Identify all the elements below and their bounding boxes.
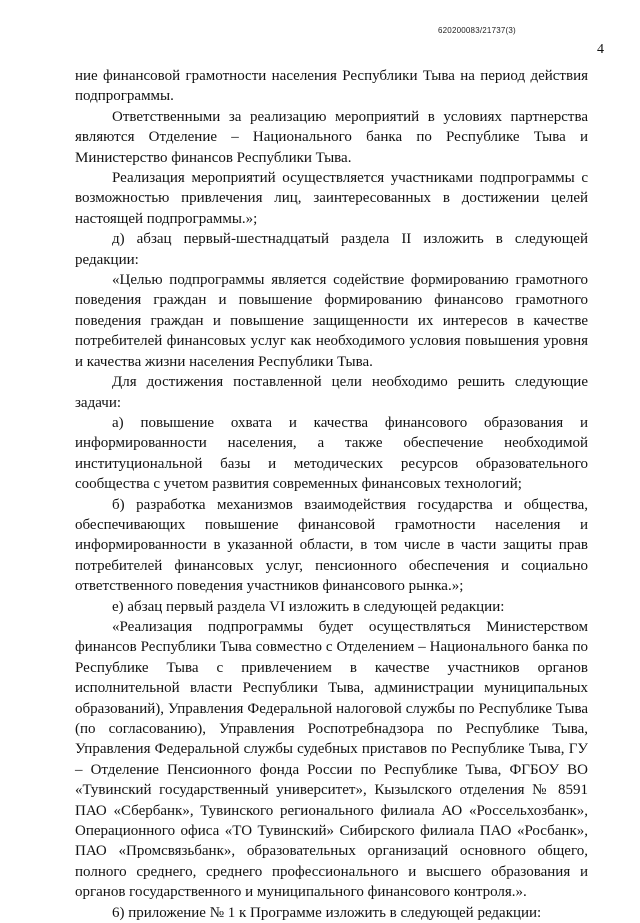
document-body <box>75 66 588 923</box>
paragraph-tasks-intro: Для достижения поставленной цели необходимо решить следующие задачи: <box>75 374 588 411</box>
page-number: 4 <box>597 42 604 57</box>
paragraph-task-a: а) повышение охвата и качества финансового образования и информированности населения, а также обеспечение необходимой институциональной базы и методических ресурсов образовательного сообщества с учетом развития современных финансовых технологий; <box>75 414 588 493</box>
paragraph-item-e: е) абзац первый раздела VI изложить в следующей редакции: <box>112 598 505 615</box>
paragraph-task-b: б) разработка механизмов взаимодействия государства и общества, обеспечивающих повышение финансовой грамотности населения и информированности в указанной области, в том числе в части защиты прав потребителей финансовых услуг, пенсионного обеспечения и социально ответственного поведения участников финансового рынка.»; <box>75 496 588 595</box>
paragraph-continuation: ние финансовой грамотности населения Республики Тыва на период действия подпрограммы. <box>75 68 588 105</box>
paragraph-implementation: Реализация мероприятий осуществляется участниками подпрограммы с возможностью привлечения лиц, заинтересованных в достижении целей настоящей подпрограммы.»; <box>75 170 588 227</box>
paragraph-section-vi: «Реализация подпрограммы будет осуществляться Министерством финансов Республики Тыва совместно с Отделением – Национального банка по Республике Тыва с привлечением в качестве участников органов исполнительной власти Республики Тыва, администрации муниципальных образований), Управления Федеральной налоговой службы по Республике Тыва (по согласованию), Управления Роспотребнадзора по Республике Тыва, Управления Федеральной службы судебных приставов по Республике Тыва, ГУ – Отделение Пенсионного фонда России по Республике Тыва, ФГБОУ ВО «Тувинский государственный университет», Кызылского отделения № 8591 ПАО «Сбербанк», Тувинского регионального филиала АО «Россельхозбанк», Операционного офиса «ТО Тувинский» Сибирского филиала ПАО «Росбанк», ПАО «Промсвязьбанк», образовательных организаций основного общего, полного среднего, среднего профессионального и высшего образования и органов государственного и муниципального финансового контроля.». <box>75 618 588 901</box>
paragraph-goal: «Целью подпрограммы является содействие формированию грамотного поведения граждан и повышение формированию финансово грамотного поведения граждан и повышение защищенности их интересов в качестве потребителей финансовых услуг как необходимого условия повышения уровня и качества жизни населения Республики Тыва. <box>75 272 588 370</box>
paragraph-item-d: д) абзац первый-шестнадцатый раздела II изложить в следующей редакции: <box>75 231 588 268</box>
paragraph-item-6: 6) приложение № 1 к Программе изложить в следующей редакции: <box>112 904 542 921</box>
document-id: 620200083/21737(3) <box>438 26 516 35</box>
paragraph-responsible-parties: Ответственными за реализацию мероприятий в условиях партнерства являются Отделение – Национального банка по Республике Тыва и Министерство финансов Республики Тыва. <box>75 108 588 166</box>
